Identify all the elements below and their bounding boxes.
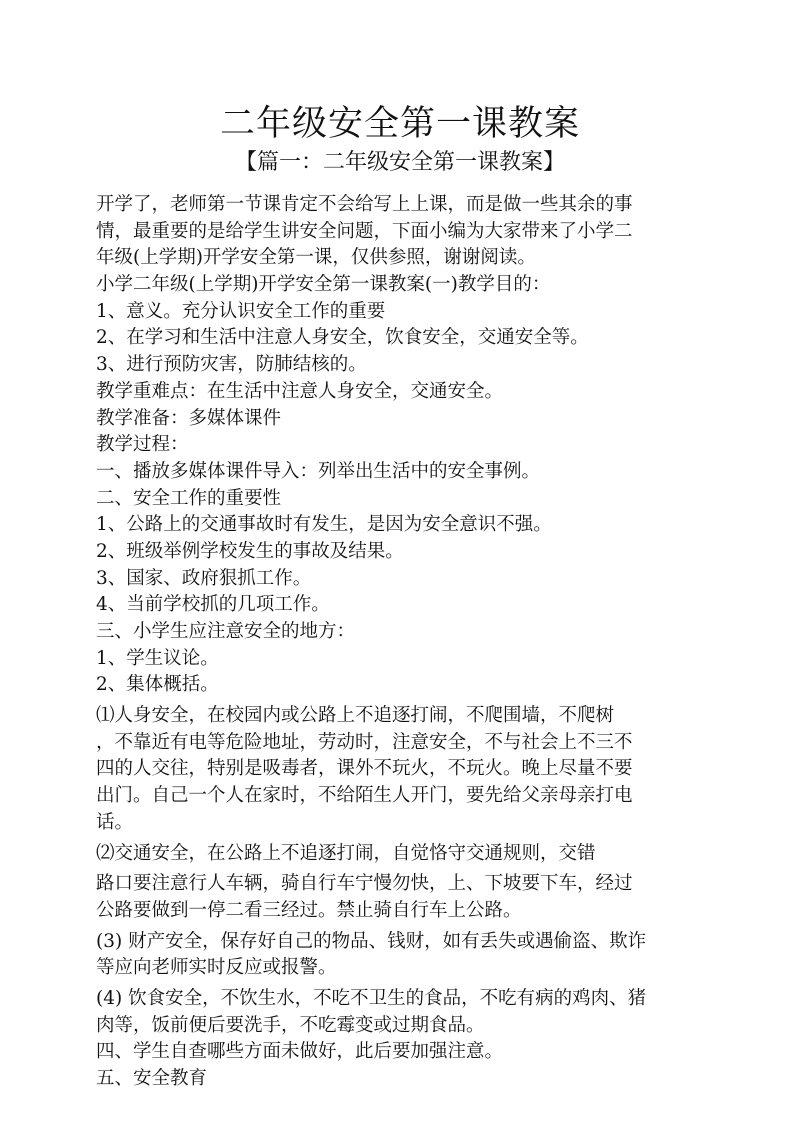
body-line: 1、意义。充分认识安全工作的重要 [96, 300, 386, 322]
body-line: 3、进行预防灾害，防肺结核的。 [96, 354, 367, 376]
body-line: ，不靠近有电等危险地址，劳动时，注意安全，不与社会上不三不 [96, 731, 633, 753]
body-line: 3、国家、政府狠抓工作。 [96, 567, 312, 589]
body-line: ⑴人身安全，在校园内或公路上不追逐打闹，不爬围墙，不爬树 [96, 705, 615, 727]
body-line: 1、学生议论。 [96, 647, 219, 669]
body-line: 五、安全教育 [96, 1068, 208, 1089]
body-line: 三、小学生应注意安全的地方： [96, 621, 356, 642]
document-subtitle: 【篇一：二年级安全第一课教案】 [234, 150, 565, 175]
body-line: 2、集体概括。 [96, 674, 219, 696]
body-line: 4、当前学校抓的几项工作。 [96, 594, 330, 616]
document-title: 二年级安全第一课教案 [219, 104, 580, 144]
body-line: 四、学生自查哪些方面未做好，此后要加强注意。 [96, 1041, 504, 1063]
body-line: ⑵交通安全，在公路上不追逐打闹，自觉恪守交通规则，交错 [96, 842, 596, 864]
body-line: 一、播放多媒体课件导入：列举出生活中的安全事例。 [96, 460, 541, 482]
body-line: 出门。自己一个人在家时，不给陌生人开门，要先给父亲母亲打电 [96, 785, 633, 807]
body-line: 等应向老师实时反应或报警。 [96, 957, 337, 979]
body-line: 教学过程： [96, 434, 189, 456]
body-line: 二、安全工作的重要性 [96, 487, 282, 509]
document-body [96, 192, 656, 1093]
body-line: 教学准备：多媒体课件 [96, 407, 282, 429]
body-line: 小学二年级(上学期)开学安全第一课教案(一)教学目的： [96, 274, 551, 296]
body-line: (3) 财产安全，保存好自己的物品、钱财，如有丢失或遇偷盗、欺诈 [96, 930, 647, 952]
body-line: 公路要做到一停二看三经过。禁止骑自行车上公路。 [96, 899, 522, 921]
body-line: (4) 饮食安全，不饮生水，不吃不卫生的食品，不吃有病的鸡肉、猪 [96, 987, 647, 1009]
body-line: 教学重难点：在生活中注意人身安全，交通安全。 [96, 380, 504, 402]
body-line: 年级(上学期)开学安全第一课，仅供参照，谢谢阅读。 [96, 247, 536, 269]
body-line: 话。 [96, 811, 134, 833]
body-line: 1、公路上的交通事故时有发生，是因为安全意识不强。 [96, 514, 552, 536]
body-line: 2、在学习和生活中注意人身安全，饮食安全，交通安全等。 [96, 327, 589, 349]
body-line: 肉等，饭前便后要洗手，不吃霉变或过期食品。 [96, 1014, 485, 1036]
body-line: 情，最重要的是给学生讲安全问题，下面小编为大家带来了小学二 [96, 220, 633, 242]
body-line: 路口要注意行人车辆，骑自行车宁慢勿快，上、下坡要下车，经过 [96, 873, 633, 895]
body-line: 开学了，老师第一节课肯定不会给写上上课，而是做一些其余的事 [96, 194, 633, 215]
body-line: 四的人交往，特别是吸毒者，课外不玩火，不玩火。晚上尽量不要 [96, 758, 633, 780]
body-line: 2、班级举例学校发生的事故及结果。 [96, 540, 404, 562]
